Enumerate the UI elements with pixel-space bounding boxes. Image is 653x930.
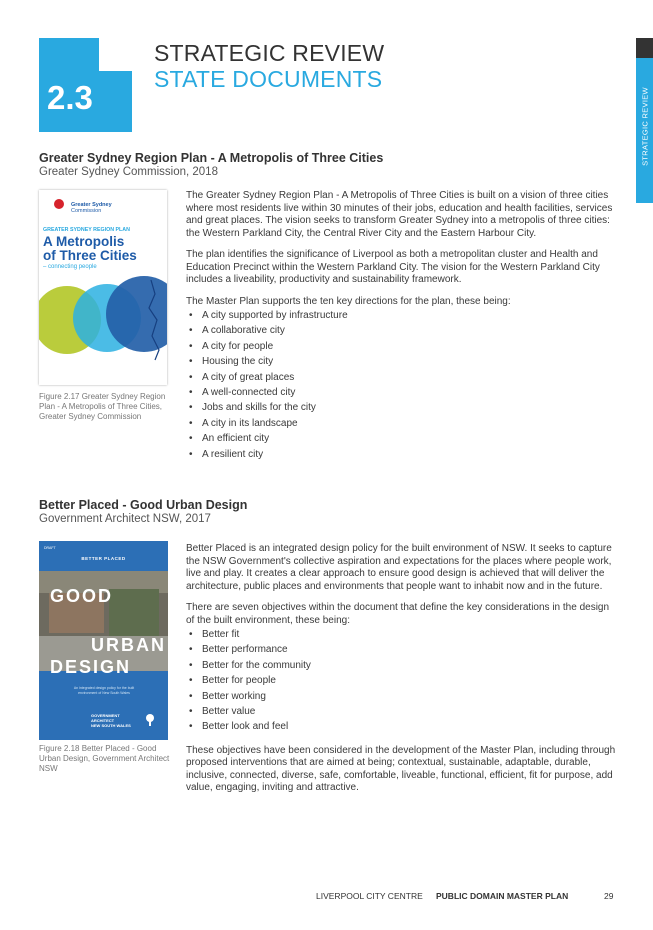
section1-subheading: Greater Sydney Commission, 2018 [39, 166, 218, 178]
cover-subtitle: An integrated design policy for the built environment of New South Wales [73, 686, 135, 695]
list-item: • A well-connected city [186, 385, 616, 400]
cover-date-line1: March 2018 [143, 373, 162, 377]
section1-paragraph: The Master Plan supports the ten key directions for the plan, these being: [186, 295, 511, 307]
list-item: • Better for the community [186, 658, 616, 673]
cover-tagline: – connecting people [43, 264, 97, 270]
section1-paragraph: The plan identifies the significance of Liverpool as both a metropolitan cluster and Health and Education Precinct within the Western Parkland City. The vision for the Western Parkland City includes a liveability, productivity and sustainability framework. [186, 249, 600, 285]
section1-paragraph: The Greater Sydney Region Plan - A Metropolis of Three Cities is built on a vision of three cities where most residents live within 30 minutes of their jobs, education and health facilities, services and great places. The vision seeks to transform Greater Sydney into a metropolis of three cities: the Western Parkland City, the Central River City and the Eastern Harbour City. [186, 190, 613, 239]
page-number: 29 [604, 891, 614, 901]
better-placed-cover-image [39, 541, 168, 740]
cover-corner-label: DRAFT [44, 546, 56, 550]
section1-body [186, 190, 616, 462]
page-title: STRATEGIC REVIEW [154, 40, 385, 66]
cover-title-line1: A Metropolis [43, 234, 125, 249]
list-item: • Better working [186, 689, 616, 704]
cover-word-urban: URBAN [91, 635, 166, 655]
page-subtitle: STATE DOCUMENTS [154, 66, 383, 92]
figure-caption-2-18: Figure 2.18 Better Placed - Good Urban Design, Government Architect NSW [39, 744, 170, 773]
list-item: • Jobs and skills for the city [186, 400, 616, 415]
section2-body [186, 543, 616, 795]
footer-document-title: PUBLIC DOMAIN MASTER PLAN [436, 891, 569, 901]
list-item: • A city of great places [186, 370, 616, 385]
cover-date-line2: Updated [143, 378, 157, 382]
cover-word-design: DESIGN [50, 657, 132, 677]
section1-heading: Greater Sydney Region Plan - A Metropolis of Three Cities [39, 151, 384, 165]
cover-circles-graphic [39, 190, 167, 385]
list-item: • A city supported by infrastructure [186, 308, 616, 323]
nsw-waratah-logo [144, 713, 156, 727]
footer-document-name: LIVERPOOL CITY CENTRE [316, 891, 423, 901]
cover-series: BETTER PLACED [81, 556, 126, 561]
list-item: • Better look and feel [186, 719, 616, 734]
cover-org-line3: NEW SOUTH WALES [91, 723, 131, 728]
key-directions-list [186, 308, 616, 462]
list-item: • Better value [186, 704, 616, 719]
figure-caption-2-17: Figure 2.17 Greater Sydney Region Plan - A Metropolis of Three Cities, Greater Sydney Commission [39, 392, 166, 421]
side-tab-label: STRATEGIC REVIEW [640, 87, 650, 166]
list-item: • A city for people [186, 339, 616, 354]
section-number: 2.3 [47, 79, 93, 116]
list-item: • Better for people [186, 673, 616, 688]
cover-plan-label: GREATER SYDNEY REGION PLAN [43, 227, 130, 233]
section2-paragraph: There are seven objectives within the document that define the key considerations in the design of the built environment, these being: [186, 602, 610, 626]
side-tab-marker [636, 38, 653, 58]
cover-org-line2: Commission [71, 208, 102, 214]
list-item: • A resilient city [186, 447, 616, 462]
cover-word-good: GOOD [50, 586, 114, 606]
list-item: • Better performance [186, 642, 616, 657]
section2-closing-paragraph: These objectives have been considered in the development of the Master Plan, including through proposed interventions that are aimed at being; contextual, sustainable, adaptable, durable, inclusive, connected, diverse, safe, comfortable, liveable, functional, efficient, fit for purpose, add value, engaging, inviting and attractive. [186, 744, 616, 794]
cover-org-line2: ARCHITECT [91, 718, 115, 723]
cover-title-line2: of Three Cities [43, 248, 137, 263]
cover-org-line1: Greater Sydney [71, 202, 112, 208]
list-item: • An efficient city [186, 431, 616, 446]
list-item: • A collaborative city [186, 323, 616, 338]
cover-org-line1: GOVERNMENT [91, 713, 120, 718]
metropolis-cover-image [39, 190, 167, 385]
section2-heading: Better Placed - Good Urban Design [39, 498, 248, 512]
list-item: • Housing the city [186, 354, 616, 369]
list-item: • Better fit [186, 627, 616, 642]
list-item: • A city in its landscape [186, 416, 616, 431]
objectives-list [186, 627, 616, 735]
section2-paragraph: Better Placed is an integrated design policy for the built environment of NSW. It seeks to capture the NSW Government's collective aspiration and expectations for the places where people work, live and play. It creates a clear approach to ensure good design is achieved that will deliver the architecture, public places and environments that people want to inhabit now and in the future. [186, 543, 612, 592]
section2-subheading: Government Architect NSW, 2017 [39, 513, 211, 525]
